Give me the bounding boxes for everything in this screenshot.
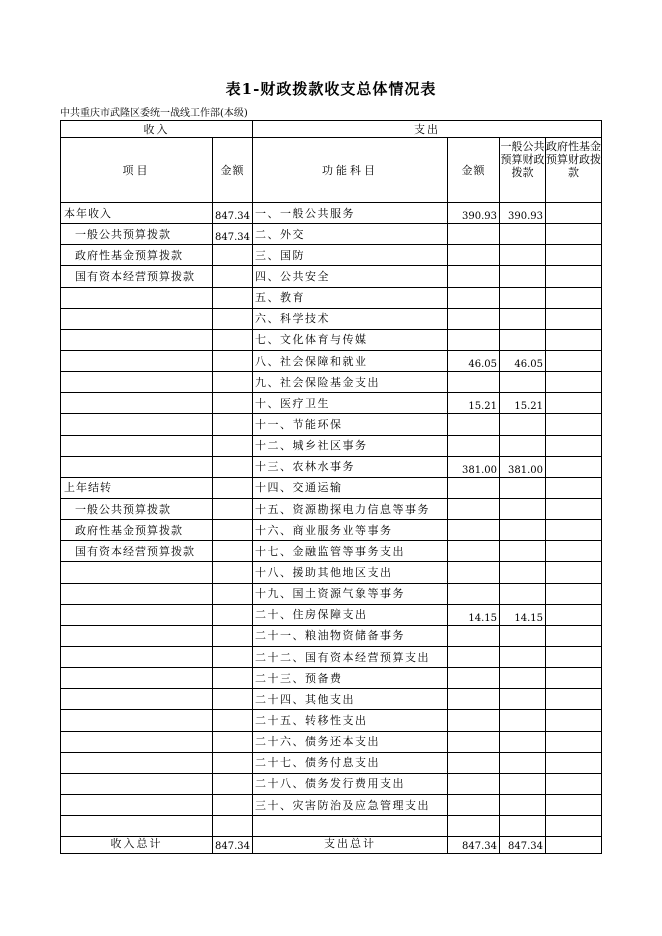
expense-amount-cell — [448, 245, 500, 266]
income-item-cell — [61, 752, 213, 773]
function-subject-cell: 十九、国土资源气象等事务 — [253, 583, 448, 604]
income-amount-cell — [213, 710, 253, 731]
income-item-cell: 一般公共预算拨款 — [61, 224, 213, 245]
general-budget-cell — [500, 625, 546, 646]
general-budget-cell — [500, 520, 546, 541]
gov-fund-cell — [546, 308, 602, 329]
expense-amount-cell — [448, 224, 500, 245]
table-row — [61, 773, 602, 794]
income-item-cell — [61, 562, 213, 583]
income-amount-cell — [213, 372, 253, 393]
function-subject-cell: 二十七、债务付息支出 — [253, 752, 448, 773]
unit-name: 中共重庆市武隆区委统一战线工作部(本级) — [60, 108, 248, 119]
function-subject-cell: 二、外交 — [253, 224, 448, 245]
function-subject-cell: 八、社会保障和就业 — [253, 350, 448, 371]
general-budget-cell — [500, 668, 546, 689]
income-item-cell — [61, 329, 213, 350]
gov-fund-cell — [546, 773, 602, 794]
gov-fund-cell — [546, 794, 602, 815]
income-item-cell — [61, 668, 213, 689]
table-row — [61, 456, 602, 477]
table-row — [61, 329, 602, 350]
function-subject-cell: 六、科学技术 — [253, 308, 448, 329]
totals-row — [61, 837, 602, 854]
expense-amount-cell — [448, 773, 500, 794]
expense-section-header: 支出 — [253, 121, 602, 138]
income-item-cell: 本年收入 — [61, 203, 213, 224]
income-amount-cell — [213, 773, 253, 794]
expense-amount-cell — [448, 414, 500, 435]
gov-fund-cell — [546, 329, 602, 350]
income-item-cell: 上年结转 — [61, 477, 213, 498]
general-budget-cell — [500, 710, 546, 731]
function-subject-header: 功能科目 — [253, 138, 448, 203]
income-amount-cell — [213, 456, 253, 477]
income-total-label: 收入总计 — [61, 837, 213, 854]
gov-fund-cell — [546, 287, 602, 308]
gov-fund-cell — [546, 372, 602, 393]
function-subject-cell: 二十、住房保障支出 — [253, 604, 448, 625]
gov-fund-cell — [546, 689, 602, 710]
gov-fund-cell — [546, 731, 602, 752]
general-budget-cell: 46.05 — [500, 350, 546, 371]
income-item-cell — [61, 794, 213, 815]
general-budget-cell — [500, 752, 546, 773]
table-row — [61, 646, 602, 667]
gov-fund-cell — [546, 562, 602, 583]
income-amount-cell — [213, 245, 253, 266]
expense-amount-cell: 390.93 — [448, 203, 500, 224]
expense-amount-cell — [448, 816, 500, 837]
income-item-cell — [61, 435, 213, 456]
income-item-cell: 一般公共预算拨款 — [61, 498, 213, 519]
function-subject-cell: 十八、援助其他地区支出 — [253, 562, 448, 583]
gov-fund-cell — [546, 435, 602, 456]
function-subject-cell: 三十、灾害防治及应急管理支出 — [253, 794, 448, 815]
income-item-cell — [61, 604, 213, 625]
function-subject-cell: 十、医疗卫生 — [253, 393, 448, 414]
expense-amount-cell: 15.21 — [448, 393, 500, 414]
gov-fund-cell — [546, 583, 602, 604]
income-item-cell — [61, 625, 213, 646]
finance-table — [60, 120, 602, 854]
gov-fund-cell — [546, 625, 602, 646]
general-budget-cell — [500, 308, 546, 329]
general-budget-cell — [500, 477, 546, 498]
general-budget-cell — [500, 287, 546, 308]
gov-fund-cell — [546, 541, 602, 562]
table-row — [61, 435, 602, 456]
gov-fund-cell — [546, 646, 602, 667]
income-item-cell — [61, 414, 213, 435]
income-amount-cell — [213, 541, 253, 562]
general-budget-cell — [500, 329, 546, 350]
general-budget-cell — [500, 498, 546, 519]
gov-fund-cell — [546, 224, 602, 245]
general-budget-cell — [500, 541, 546, 562]
income-amount-cell — [213, 794, 253, 815]
general-budget-cell — [500, 224, 546, 245]
income-item-cell — [61, 583, 213, 604]
income-item-cell: 政府性基金预算拨款 — [61, 245, 213, 266]
general-budget-cell — [500, 266, 546, 287]
income-amount-cell — [213, 731, 253, 752]
general-budget-cell — [500, 435, 546, 456]
gov-fund-cell — [546, 498, 602, 519]
gov-fund-cell — [546, 456, 602, 477]
table-row — [61, 731, 602, 752]
general-budget-cell — [500, 414, 546, 435]
expense-amount-cell — [448, 520, 500, 541]
income-item-cell: 政府性基金预算拨款 — [61, 520, 213, 541]
gov-fund-cell — [546, 477, 602, 498]
income-amount-cell — [213, 435, 253, 456]
expense-amount-cell — [448, 541, 500, 562]
table-row — [61, 372, 602, 393]
table-row — [61, 794, 602, 815]
income-total-amount: 847.34 — [213, 837, 253, 854]
income-amount-cell — [213, 646, 253, 667]
income-item-cell — [61, 689, 213, 710]
income-amount-cell — [213, 498, 253, 519]
income-amount-cell: 847.34 — [213, 203, 253, 224]
gov-fund-cell — [546, 245, 602, 266]
section-header-row — [61, 121, 602, 138]
income-item-cell — [61, 731, 213, 752]
table-body — [61, 121, 602, 854]
general-budget-cell — [500, 583, 546, 604]
expense-amount-cell — [448, 562, 500, 583]
table-row — [61, 816, 602, 837]
expense-amount-cell — [448, 583, 500, 604]
income-item-cell — [61, 393, 213, 414]
function-subject-cell: 十三、农林水事务 — [253, 456, 448, 477]
table-row — [61, 498, 602, 519]
table-row — [61, 541, 602, 562]
function-subject-cell: 十五、资源勘探电力信息等事务 — [253, 498, 448, 519]
table-row — [61, 625, 602, 646]
function-subject-cell: 九、社会保险基金支出 — [253, 372, 448, 393]
income-amount-cell — [213, 287, 253, 308]
table-row — [61, 752, 602, 773]
function-subject-cell: 二十三、预备费 — [253, 668, 448, 689]
expense-amount-cell — [448, 308, 500, 329]
function-subject-cell: 一、一般公共服务 — [253, 203, 448, 224]
expense-amount-cell — [448, 625, 500, 646]
gov-fund-total — [546, 837, 602, 854]
expense-total-label: 支出总计 — [253, 837, 448, 854]
table-row — [61, 710, 602, 731]
income-item-cell — [61, 816, 213, 837]
expense-amount-cell — [448, 477, 500, 498]
table-row — [61, 308, 602, 329]
gov-fund-cell — [546, 350, 602, 371]
function-subject-cell: 十二、城乡社区事务 — [253, 435, 448, 456]
function-subject-cell: 二十四、其他支出 — [253, 689, 448, 710]
income-amount-cell — [213, 604, 253, 625]
income-amount-cell — [213, 329, 253, 350]
function-subject-cell: 二十六、债务还本支出 — [253, 731, 448, 752]
income-amount-cell — [213, 477, 253, 498]
function-subject-cell — [253, 816, 448, 837]
income-item-cell — [61, 350, 213, 371]
income-amount-cell — [213, 752, 253, 773]
income-amount-cell — [213, 308, 253, 329]
expense-amount-header: 金额 — [448, 138, 500, 203]
function-subject-cell: 二十一、粮油物资储备事务 — [253, 625, 448, 646]
general-budget-cell: 15.21 — [500, 393, 546, 414]
function-subject-cell: 四、公共安全 — [253, 266, 448, 287]
expense-amount-cell — [448, 329, 500, 350]
expense-amount-cell — [448, 710, 500, 731]
table-row — [61, 477, 602, 498]
table-row — [61, 393, 602, 414]
function-subject-cell: 十四、交通运输 — [253, 477, 448, 498]
gov-fund-cell — [546, 604, 602, 625]
expense-total-amount: 847.34 — [448, 837, 500, 854]
expense-amount-cell — [448, 646, 500, 667]
function-subject-cell: 十一、节能环保 — [253, 414, 448, 435]
expense-amount-cell: 381.00 — [448, 456, 500, 477]
income-amount-cell — [213, 350, 253, 371]
general-budget-total: 847.34 — [500, 837, 546, 854]
expense-amount-cell: 46.05 — [448, 350, 500, 371]
expense-amount-cell — [448, 435, 500, 456]
income-item-cell — [61, 308, 213, 329]
table-row — [61, 350, 602, 371]
table-row — [61, 562, 602, 583]
function-subject-cell: 十六、商业服务业等事务 — [253, 520, 448, 541]
column-header-row — [61, 138, 602, 203]
income-item-cell — [61, 646, 213, 667]
gov-fund-cell — [546, 668, 602, 689]
table-row — [61, 414, 602, 435]
amount-header: 金额 — [213, 138, 253, 203]
gov-fund-cell — [546, 266, 602, 287]
gov-fund-cell — [546, 414, 602, 435]
general-budget-cell — [500, 562, 546, 583]
income-amount-cell — [213, 625, 253, 646]
income-amount-cell: 847.34 — [213, 224, 253, 245]
function-subject-cell: 二十二、国有资本经营预算支出 — [253, 646, 448, 667]
expense-amount-cell — [448, 689, 500, 710]
table-row — [61, 668, 602, 689]
function-subject-cell: 七、文化体育与传媒 — [253, 329, 448, 350]
income-item-cell: 国有资本经营预算拨款 — [61, 541, 213, 562]
income-amount-cell — [213, 393, 253, 414]
expense-amount-cell — [448, 287, 500, 308]
expense-amount-cell — [448, 752, 500, 773]
gov-fund-cell — [546, 203, 602, 224]
expense-amount-cell — [448, 372, 500, 393]
expense-amount-cell — [448, 498, 500, 519]
general-budget-cell — [500, 731, 546, 752]
expense-amount-cell — [448, 731, 500, 752]
general-budget-header: 一般公共预算财政拨款 — [500, 138, 546, 203]
expense-amount-cell — [448, 794, 500, 815]
function-subject-cell: 三、国防 — [253, 245, 448, 266]
function-subject-cell: 十七、金融监管等事务支出 — [253, 541, 448, 562]
expense-amount-cell: 14.15 — [448, 604, 500, 625]
general-budget-cell — [500, 816, 546, 837]
gov-fund-cell — [546, 393, 602, 414]
table-title: 表1-财政拨款收支总体情况表 — [225, 80, 437, 98]
gov-fund-cell — [546, 816, 602, 837]
income-section-header: 收入 — [61, 121, 253, 138]
item-header: 项目 — [61, 138, 213, 203]
general-budget-cell — [500, 689, 546, 710]
income-item-cell — [61, 710, 213, 731]
table-row — [61, 287, 602, 308]
general-budget-cell — [500, 794, 546, 815]
income-amount-cell — [213, 668, 253, 689]
general-budget-cell: 390.93 — [500, 203, 546, 224]
table-row — [61, 604, 602, 625]
gov-fund-cell — [546, 520, 602, 541]
general-budget-cell — [500, 646, 546, 667]
gov-fund-header: 政府性基金预算财政拨款 — [546, 138, 602, 203]
income-amount-cell — [213, 816, 253, 837]
general-budget-cell: 14.15 — [500, 604, 546, 625]
gov-fund-cell — [546, 710, 602, 731]
income-item-cell — [61, 456, 213, 477]
income-amount-cell — [213, 414, 253, 435]
income-amount-cell — [213, 562, 253, 583]
expense-amount-cell — [448, 266, 500, 287]
income-item-cell — [61, 773, 213, 794]
income-amount-cell — [213, 520, 253, 541]
table-row — [61, 245, 602, 266]
function-subject-cell: 二十八、债务发行费用支出 — [253, 773, 448, 794]
income-amount-cell — [213, 689, 253, 710]
table-row — [61, 224, 602, 245]
expense-amount-cell — [448, 668, 500, 689]
table-row — [61, 203, 602, 224]
income-amount-cell — [213, 583, 253, 604]
general-budget-cell: 381.00 — [500, 456, 546, 477]
income-item-cell — [61, 287, 213, 308]
table-row — [61, 520, 602, 541]
function-subject-cell: 五、教育 — [253, 287, 448, 308]
general-budget-cell — [500, 773, 546, 794]
income-item-cell: 国有资本经营预算拨款 — [61, 266, 213, 287]
table-row — [61, 266, 602, 287]
gov-fund-cell — [546, 752, 602, 773]
general-budget-cell — [500, 372, 546, 393]
income-amount-cell — [213, 266, 253, 287]
income-item-cell — [61, 372, 213, 393]
table-row — [61, 583, 602, 604]
function-subject-cell: 二十五、转移性支出 — [253, 710, 448, 731]
general-budget-cell — [500, 245, 546, 266]
table-row — [61, 689, 602, 710]
